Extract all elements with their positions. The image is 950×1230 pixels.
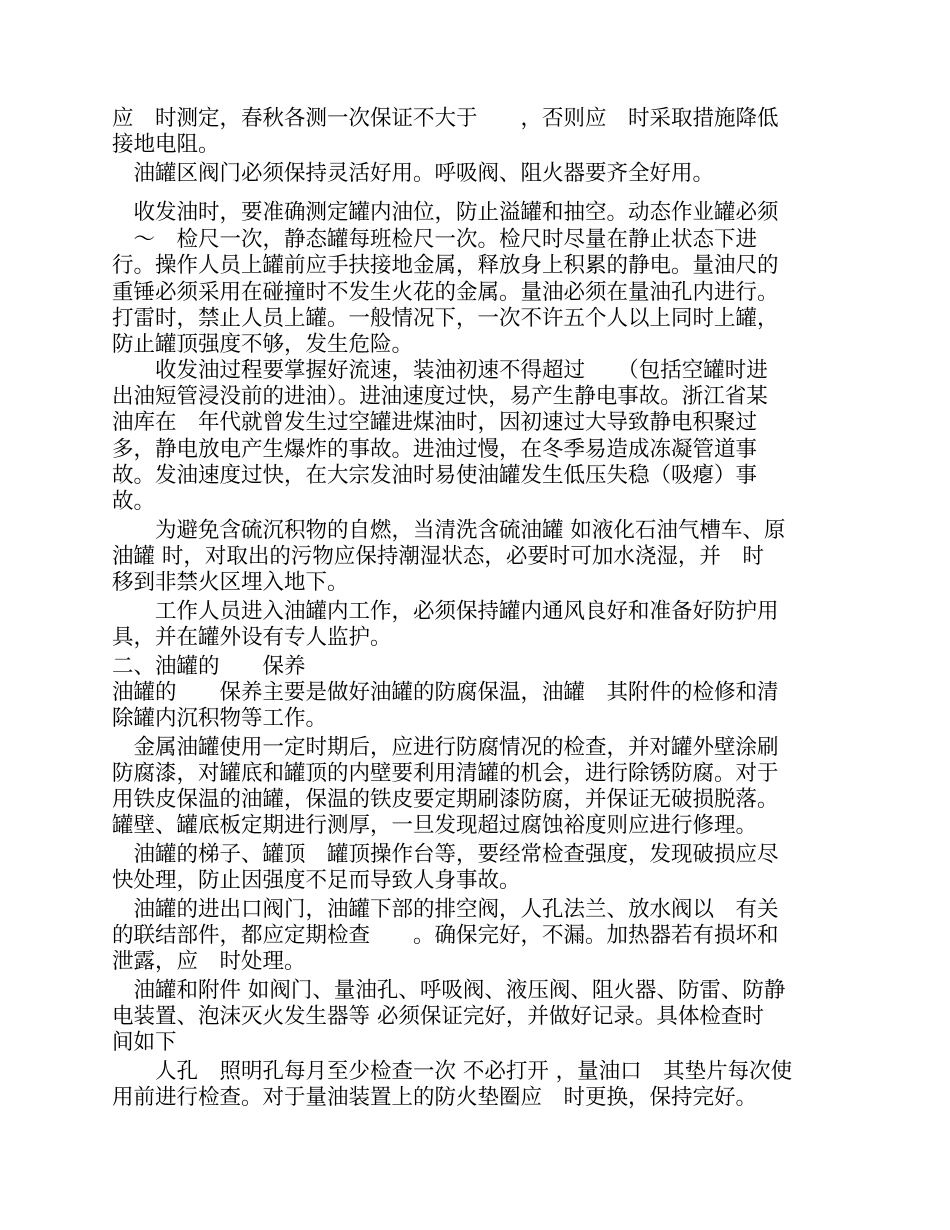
- text-line: 金属油罐使用一定时期后，应进行防腐情况的检查，并对罐外壁涂刷: [112, 735, 779, 760]
- text-line: 快处理，防止因强度不足而导致人身事故。: [112, 868, 521, 893]
- text-line: 人孔 照明孔每月至少检查一次 不必打开 ，量油口 其垫片每次使: [112, 1059, 793, 1084]
- text-line: 油罐区阀门必须保持灵活好用。呼吸阀、阻火器要齐全好用。: [112, 161, 715, 186]
- section-heading: 二、油罐的 保养: [112, 654, 306, 679]
- text-line: 重锤必须采用在碰撞时不发生火花的金属。量油必须在量油孔内进行。: [112, 280, 779, 305]
- text-line: 行。操作人员上罐前应手扶接地金属，释放身上积累的静电。量油尺的: [112, 253, 779, 278]
- text-line: 为避免含硫沉积物的自燃，当清洗含硫油罐 如液化石油气槽车、原: [112, 518, 786, 543]
- text-line: 工作人员进入油罐内工作，必须保持罐内通风良好和准备好防护用: [112, 599, 779, 624]
- text-line: 故。发油速度过快，在大宗发油时易使油罐发生低压失稳（吸瘪）事: [112, 463, 758, 488]
- text-line: 油罐的梯子、罐顶 罐顶操作台等，要经常检查强度，发现破损应尽: [112, 842, 779, 867]
- text-line: 具，并在罐外设有专人监护。: [112, 625, 392, 650]
- text-line: 移到非禁火区埋入地下。: [112, 570, 349, 595]
- text-line: 罐壁、罐底板定期进行测厚，一旦发现超过腐蚀裕度则应进行修理。: [112, 813, 758, 838]
- text-line: 用铁皮保温的油罐，保温的铁皮要定期刷漆防腐，并保证无破损脱落。: [112, 787, 779, 812]
- text-line: 的联结部件，都应定期检查 。确保完好，不漏。加热器若有损坏和: [112, 923, 779, 948]
- text-line: 除罐内沉积物等工作。: [112, 706, 328, 731]
- text-line: 防腐漆，对罐底和罐顶的内壁要利用清罐的机会，进行除锈防腐。对于: [112, 761, 779, 786]
- text-line: 应 时测定，春秋各测一次保证不大于 ，否则应 时采取措施降低: [112, 106, 779, 131]
- text-line: 泄露，应 时处理。: [112, 949, 306, 974]
- text-line: 接地电阻。: [112, 132, 220, 157]
- text-line: 油罐 时，对取出的污物应保持潮湿状态，必要时可加水浇湿，并 时: [112, 544, 764, 569]
- text-line: 油罐的 保养主要是做好油罐的防腐保温，油罐 其附件的检修和清: [112, 680, 779, 705]
- text-line: 用前进行检查。对于量油装置上的防火垫圈应 时更换，保持完好。: [112, 1085, 758, 1110]
- text-line: 出油短管浸没前的进油）。进油速度过快，易产生静电事故。浙江省某: [112, 384, 768, 409]
- text-line: 油罐和附件 如阀门、量油孔、呼吸阀、液压阀、阻火器、防雷、防静: [112, 978, 786, 1003]
- text-line: 收发油时，要准确测定罐内油位，防止溢罐和抽空。动态作业罐必须: [112, 200, 779, 225]
- text-line: 油库在 年代就曾发生过空罐进煤油时，因初速过大导致静电积聚过: [112, 410, 758, 435]
- text-line: 收发油过程要掌握好流速，装油初速不得超过 （包括空罐时进: [112, 358, 768, 383]
- text-line: 电装置、泡沫灭火发生器等 必须保证完好，并做好记录。具体检查时: [112, 1004, 764, 1029]
- text-line: 打雷时，禁止人员上罐。一般情况下，一次不许五个人以上同时上罐，: [112, 306, 779, 331]
- text-line: 间如下: [112, 1030, 177, 1055]
- text-line: 防止罐顶强度不够，发生危险。: [112, 332, 414, 357]
- text-line: 故。: [112, 489, 156, 514]
- text-line: ～ 检尺一次，静态罐每班检尺一次。检尺时尽量在静止状态下进: [112, 227, 758, 252]
- text-line: 油罐的进出口阀门，油罐下部的排空阀，人孔法兰、放水阀以 有关: [112, 897, 779, 922]
- text-line: 多，静电放电产生爆炸的事故。进油过慢，在冬季易造成冻凝管道事: [112, 437, 758, 462]
